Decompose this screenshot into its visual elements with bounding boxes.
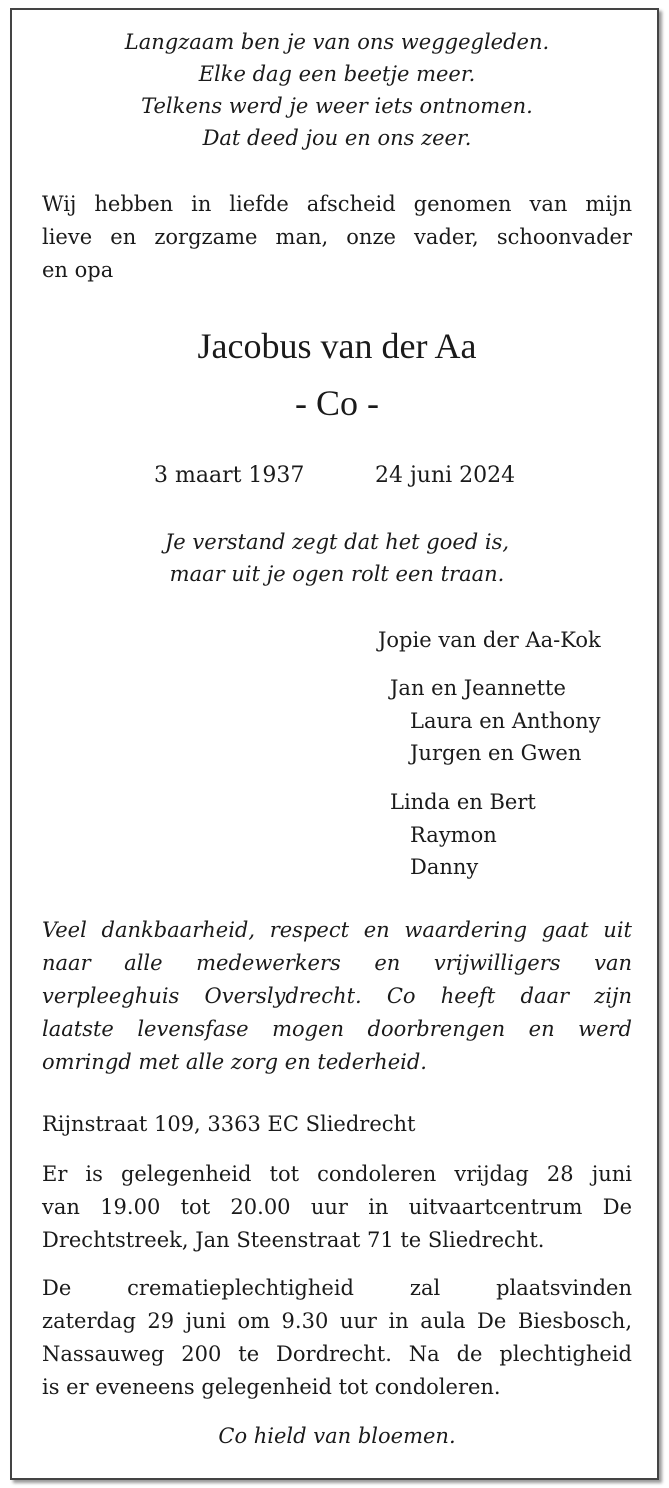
birth-date: 3 maart 1937 [154,463,305,488]
opening-poem [42,26,632,154]
cremation-line: zaterdag 29 juni om 9.30 uur in aula De Biesbosch, [42,1309,632,1333]
thanks-line: laatste levensfase mogen doorbrengen en werd [42,1017,632,1041]
cremation-line: Nassauweg 200 te Dordrecht. Na de plechtigheid [42,1342,632,1366]
grandchild: Danny [410,855,479,879]
child-family: Linda en Bert [390,790,536,814]
quote [42,526,632,590]
death-notice-card [10,8,659,1480]
condolence-line: van 19.00 tot 20.00 uur in uitvaartcentrum De [42,1195,632,1219]
thanks-line: omringd met alle zorg en tederheid. [42,1050,427,1074]
poem-line: Elke dag een beetje meer. [198,62,476,86]
notice-content [42,10,632,1478]
deceased-name: Jacobus van der Aa [197,326,477,366]
thanks-text [42,914,632,1079]
intro-line: Wij hebben in liefde afscheid genomen van mijn [42,192,632,216]
quote-line: Je verstand zegt dat het goed is, [164,530,510,554]
thanks-line: Veel dankbaarheid, respect en waardering gaat uit [42,918,632,942]
intro-line: en opa [42,258,114,282]
intro-text [42,188,632,287]
thanks-line: verpleeghuis Overslydrecht. Co heeft daar zijn [42,984,632,1008]
condolence-text [42,1158,632,1257]
cremation-line: is er eveneens gelegenheid tot condoleren. [42,1375,501,1399]
cremation-text [42,1272,632,1404]
grandchild: Laura en Anthony [410,709,601,733]
condolence-line: Er is gelegenheid tot condoleren vrijdag 28 juni [42,1162,632,1186]
cremation-line: De crematieplechtigheid zal plaatsvinden [42,1276,632,1300]
home-address: Rijnstraat 109, 3363 EC Sliedrecht [42,1112,416,1136]
spouse-name: Jopie van der Aa-Kok [378,628,601,652]
poem-line: Dat deed jou en ons zeer. [202,126,472,150]
deceased-nickname: - Co - [295,383,379,423]
death-date: 24 juni 2024 [375,463,516,488]
closing-line: Co hield van bloemen. [218,1424,456,1448]
intro-line: lieve en zorgzame man, onze vader, schoonvader [42,225,632,249]
thanks-line: naar alle medewerkers en vrijwilligers van [42,951,632,975]
quote-line: maar uit je ogen rolt een traan. [169,562,505,586]
poem-line: Telkens werd je weer iets ontnomen. [141,94,533,118]
grandchild: Jurgen en Gwen [410,741,582,765]
poem-line: Langzaam ben je van ons weggegleden. [124,30,550,54]
child-family: Jan en Jeannette [390,676,566,700]
grandchild: Raymon [410,823,497,847]
condolence-line: Drechtstreek, Jan Steenstraat 71 te Sliedrecht. [42,1228,545,1252]
